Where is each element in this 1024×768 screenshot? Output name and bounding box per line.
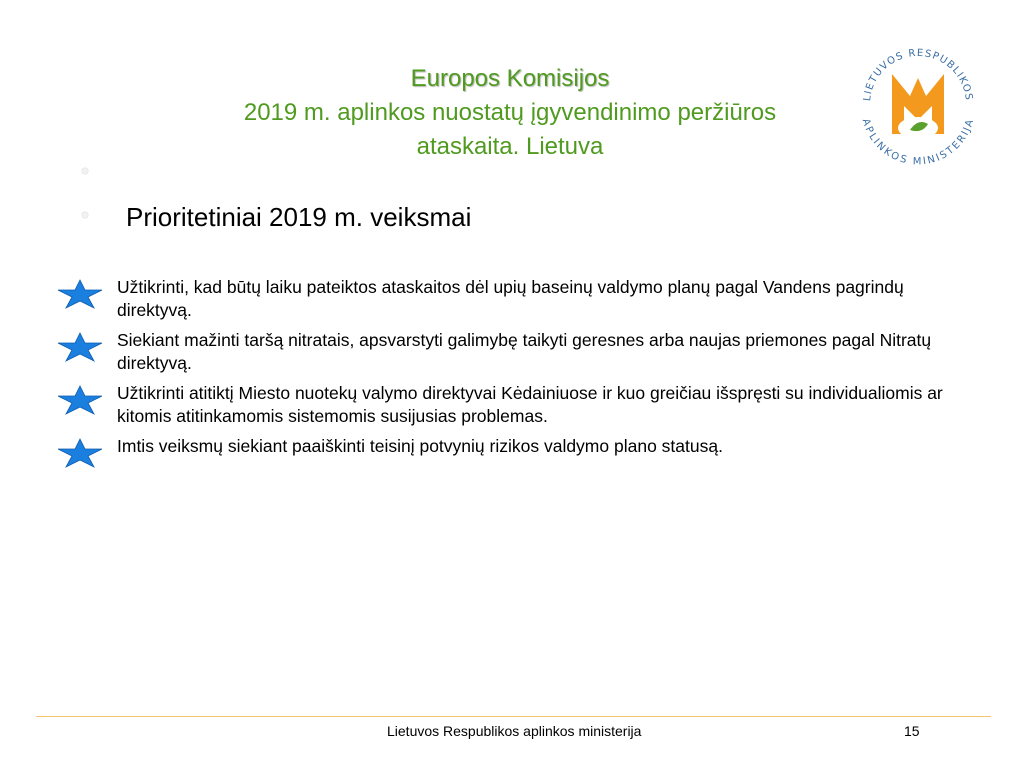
empty-bullet [82,168,88,174]
title-line-1: Europos Komisijos [410,65,610,92]
title-line-3: ataskaita. Lietuva [416,133,604,160]
logo-emblem [892,74,944,139]
list-item-text: Imtis veiksmų siekiant paaiškinti teisinį potvynių rizikos valdymo plano statusą. [117,436,723,456]
footer-text: Lietuvos Respublikos aplinkos ministerija [387,723,642,739]
list-item-text: Užtikrinti atitiktį Miesto nuotekų valymo direktyvai Kėdainiuose ir kuo greičiau išspręsti su individualiomis ar kitomis atitinkamomis sistemomis susijusias problemas. [117,383,943,426]
list-item [56,435,956,458]
title-line-2: 2019 m. aplinkos nuostatų įgyvendinimo peržiūros [243,99,777,126]
star-icon [56,438,104,468]
slide-title [150,62,870,164]
priority-list [56,276,956,465]
page-number: 15 [904,723,920,739]
list-item-text: Siekiant mažinti taršą nitratais, apsvarstyti galimybę taikyti geresnes arba naujas priemones pagal Nitratų direktyvą. [117,330,932,373]
star-icon [56,332,104,362]
footer-divider [36,716,991,717]
star-icon [56,385,104,415]
logo-text-bottom: APLINKOS MINISTERIJA [859,117,977,168]
list-item [56,382,956,428]
list-item [56,329,956,375]
list-item [56,276,956,322]
star-icon [56,279,104,309]
logo-text-top: LIETUVOS RESPUBLIKOS [862,47,975,102]
heading-bullet [82,212,88,218]
list-item-text: Užtikrinti, kad būtų laiku pateiktos ataskaitos dėl upių baseinų valdymo planų pagal Vandens pagrindų direktyvą. [117,277,904,320]
section-heading: Prioritetiniai 2019 m. veiksmai [126,202,472,232]
ministry-logo [852,38,984,170]
